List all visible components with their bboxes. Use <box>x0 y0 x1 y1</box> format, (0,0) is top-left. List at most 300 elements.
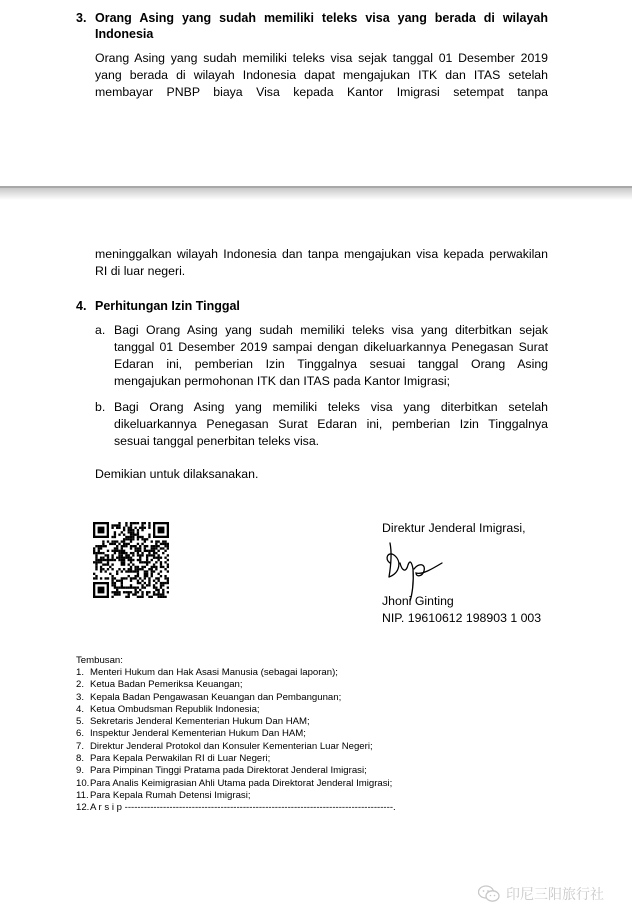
qr-module <box>102 543 104 545</box>
qr-module <box>123 591 125 593</box>
qr-module <box>105 545 107 547</box>
list-number: 8. <box>76 753 85 765</box>
section-4-number: 4. <box>76 299 87 313</box>
qr-module <box>160 557 162 559</box>
qr-module <box>125 538 127 540</box>
qr-module <box>153 552 155 554</box>
qr-module <box>167 545 169 547</box>
qr-module <box>134 586 136 588</box>
qr-module <box>98 559 100 561</box>
qr-module <box>128 531 130 533</box>
qr-module <box>98 545 100 547</box>
qr-module <box>146 575 148 577</box>
text-line: Bagi Orang Asing yang sudah memiliki teleks visa yang diterbitkan sejak <box>114 323 548 337</box>
list-number: 4. <box>76 703 85 715</box>
qr-module <box>121 580 123 582</box>
qr-module <box>123 552 125 554</box>
qr-module <box>100 547 102 549</box>
qr-module <box>105 570 107 572</box>
qr-module <box>123 561 125 563</box>
list-number: 10. <box>76 777 90 789</box>
qr-module <box>121 531 123 533</box>
list-item <box>76 704 456 716</box>
qr-module <box>146 561 148 563</box>
qr-module <box>132 577 134 579</box>
qr-module <box>116 524 118 526</box>
qr-module <box>114 591 116 593</box>
list-number: 5. <box>76 716 85 728</box>
qr-module <box>160 543 162 545</box>
qr-module <box>155 568 157 570</box>
qr-module <box>134 591 136 593</box>
qr-module <box>111 536 113 538</box>
qr-module <box>111 540 113 542</box>
qr-module <box>116 573 118 575</box>
qr-module <box>134 534 136 536</box>
qr-module <box>164 577 166 579</box>
qr-module <box>134 527 136 529</box>
qr-module <box>130 566 132 568</box>
qr-module <box>107 540 109 542</box>
qr-module <box>114 534 116 536</box>
qr-module <box>118 580 120 582</box>
list-text: A r s i p ------------------------------------------------------------------------------------. <box>90 802 396 814</box>
qr-module <box>132 570 134 572</box>
qr-module <box>148 534 150 536</box>
qr-module <box>137 586 139 588</box>
qr-module <box>130 570 132 572</box>
qr-module <box>105 559 107 561</box>
qr-module <box>137 566 139 568</box>
qr-module <box>125 557 127 559</box>
qr-module <box>123 559 125 561</box>
qr-module <box>144 573 146 575</box>
qr-module <box>128 557 130 559</box>
qr-module <box>130 540 132 542</box>
text-line: dikeluarkannya Penegasan Surat Edaran ini, pemberian Izin Tinggalnya <box>114 417 548 431</box>
qr-module <box>151 575 153 577</box>
qr-module <box>128 586 130 588</box>
qr-module <box>160 563 162 565</box>
qr-module <box>107 550 109 552</box>
qr-module <box>111 568 113 570</box>
qr-module <box>93 552 95 554</box>
qr-module <box>162 582 164 584</box>
list-text: Inspektur Jenderal Kementerian Hukum Dan HAM; <box>90 728 306 740</box>
signer-position: Direktur Jenderal Imigrasi, <box>382 521 526 535</box>
qr-module <box>157 557 159 559</box>
qr-module <box>95 557 97 559</box>
qr-module <box>130 557 132 559</box>
list-number: 11. <box>76 789 89 801</box>
qr-module <box>151 547 153 549</box>
qr-module <box>141 596 143 598</box>
qr-module <box>162 584 164 586</box>
qr-module <box>95 575 97 577</box>
qr-module <box>125 543 127 545</box>
qr-module <box>95 563 97 565</box>
qr-module <box>107 568 109 570</box>
qr-module <box>155 543 157 545</box>
qr-module <box>162 589 164 591</box>
qr-module <box>151 568 153 570</box>
qr-module <box>114 536 116 538</box>
list-text: Ketua Ombudsman Republik Indonesia; <box>90 703 260 715</box>
qr-module <box>137 573 139 575</box>
qr-module <box>164 568 166 570</box>
qr-module <box>130 586 132 588</box>
section-3-number: 3. <box>76 11 87 25</box>
qr-module <box>100 568 102 570</box>
qr-module <box>121 577 123 579</box>
list-number: 1. <box>76 667 85 678</box>
qr-module <box>123 527 125 529</box>
qr-module <box>111 527 113 529</box>
qr-module <box>153 563 155 565</box>
qr-module <box>116 545 118 547</box>
qr-module <box>148 524 150 526</box>
qr-module <box>164 540 166 542</box>
list-number: 12. <box>76 802 90 814</box>
qr-module <box>128 563 130 565</box>
qr-module <box>134 522 136 524</box>
qr-module <box>130 584 132 586</box>
qr-module <box>155 593 157 595</box>
qr-module <box>151 540 153 542</box>
qr-module <box>95 566 97 568</box>
qr-module <box>137 529 139 531</box>
qr-module <box>118 554 120 556</box>
qr-module <box>137 534 139 536</box>
qr-module <box>102 545 104 547</box>
qr-module <box>109 573 111 575</box>
qr-module <box>139 568 141 570</box>
qr-module <box>153 593 155 595</box>
qr-module <box>139 554 141 556</box>
qr-module <box>118 534 120 536</box>
qr-module <box>137 570 139 572</box>
qr-module <box>146 557 148 559</box>
qr-module <box>95 568 97 570</box>
qr-module <box>98 561 100 563</box>
qr-module <box>100 545 102 547</box>
list-item <box>76 802 456 814</box>
qr-module <box>141 552 143 554</box>
qr-module <box>128 570 130 572</box>
qr-module <box>123 568 125 570</box>
qr-module <box>151 545 153 547</box>
qr-module <box>128 596 130 598</box>
qr-module <box>151 596 153 598</box>
text-line: membayar PNBP biaya Visa kepada Kantor Imigrasi setempat tanpa <box>95 85 548 99</box>
qr-module <box>130 568 132 570</box>
wechat-icon <box>478 885 500 903</box>
qr-module <box>141 584 143 586</box>
qr-module <box>118 552 120 554</box>
qr-module <box>132 534 134 536</box>
qr-module <box>123 557 125 559</box>
qr-module <box>121 582 123 584</box>
qr-module <box>132 538 134 540</box>
qr-module <box>148 552 150 554</box>
qr-module <box>134 593 136 595</box>
qr-module <box>125 522 127 524</box>
qr-module <box>95 559 97 561</box>
qr-module <box>153 591 155 593</box>
qr-module <box>151 573 153 575</box>
section-4-title: Perhitungan Izin Tinggal <box>95 299 240 313</box>
qr-module <box>148 522 150 524</box>
qr-module <box>118 586 120 588</box>
qr-module <box>111 584 113 586</box>
qr-module <box>111 596 113 598</box>
qr-module <box>160 575 162 577</box>
qr-module <box>162 543 164 545</box>
qr-module <box>144 566 146 568</box>
qr-module <box>107 561 109 563</box>
qr-module <box>121 552 123 554</box>
qr-module <box>111 559 113 561</box>
section-3-title-line-1: Orang Asing yang sudah memiliki teleks visa yang berada di wilayah <box>95 11 548 25</box>
qr-module <box>116 593 118 595</box>
qr-module <box>157 593 159 595</box>
qr-module <box>155 566 157 568</box>
qr-module <box>114 559 116 561</box>
qr-module <box>148 577 150 579</box>
qr-module <box>144 570 146 572</box>
tembusan-title: Tembusan: <box>76 655 123 666</box>
qr-module <box>141 580 143 582</box>
qr-module <box>93 573 95 575</box>
list-number: 2. <box>76 679 85 691</box>
qr-module <box>144 582 146 584</box>
list-text: Kepala Badan Pengawasan Keuangan dan Pembangunan; <box>90 691 342 703</box>
qr-module <box>167 563 169 565</box>
qr-module <box>111 557 113 559</box>
qr-module <box>123 538 125 540</box>
qr-module <box>141 561 143 563</box>
qr-module <box>137 522 139 524</box>
qr-module <box>123 534 125 536</box>
tembusan-list <box>76 667 456 815</box>
qr-module <box>93 577 95 579</box>
qr-module <box>128 529 130 531</box>
qr-module <box>116 580 118 582</box>
qr-module <box>144 545 146 547</box>
qr-module <box>157 577 159 579</box>
qr-module <box>139 559 141 561</box>
text-line: Edaran ini, pemberian Izin Tinggalnya sesuai tanggal Orang Asing <box>114 357 548 371</box>
qr-module <box>93 550 95 552</box>
qr-module <box>134 545 136 547</box>
qr-module <box>114 586 116 588</box>
qr-module <box>125 552 127 554</box>
qr-module <box>146 573 148 575</box>
section-3-continuation <box>95 246 548 280</box>
list-item <box>76 753 456 765</box>
qr-module <box>121 550 123 552</box>
qr-module <box>160 596 162 598</box>
qr-module <box>123 545 125 547</box>
qr-module <box>98 552 100 554</box>
qr-module <box>125 554 127 556</box>
qr-module <box>162 552 164 554</box>
qr-module <box>167 586 169 588</box>
list-item-b <box>95 399 548 450</box>
qr-module <box>153 550 155 552</box>
qr-module <box>141 593 143 595</box>
qr-module <box>132 536 134 538</box>
qr-module <box>137 552 139 554</box>
qr-module <box>148 536 150 538</box>
qr-module <box>153 584 155 586</box>
qr-module <box>95 577 97 579</box>
qr-module <box>155 586 157 588</box>
qr-module <box>111 575 113 577</box>
qr-module <box>167 577 169 579</box>
qr-module <box>95 554 97 556</box>
qr-module <box>109 559 111 561</box>
qr-module <box>144 561 146 563</box>
qr-module <box>128 593 130 595</box>
qr-module <box>130 522 132 524</box>
qr-module <box>98 550 100 552</box>
qr-module <box>148 561 150 563</box>
qr-module <box>111 554 113 556</box>
list-text: Para Kepala Rumah Detensi Imigrasi; <box>90 789 251 801</box>
qr-module <box>137 596 139 598</box>
list-item <box>76 765 456 777</box>
qr-module <box>157 573 159 575</box>
qr-module <box>167 554 169 556</box>
qr-module <box>111 543 113 545</box>
qr-module <box>151 559 153 561</box>
list-item <box>76 679 456 691</box>
qr-module <box>148 582 150 584</box>
qr-module <box>148 527 150 529</box>
qr-module <box>167 543 169 545</box>
qr-module <box>130 580 132 582</box>
list-item <box>76 667 456 679</box>
qr-module <box>167 591 169 593</box>
qr-module <box>116 570 118 572</box>
qr-module <box>141 568 143 570</box>
qr-module <box>121 563 123 565</box>
text-line: meninggalkan wilayah Indonesia dan tanpa mengajukan visa kepada perwakilan <box>95 247 548 261</box>
qr-module <box>160 593 162 595</box>
qr-module <box>125 570 127 572</box>
qr-module <box>130 534 132 536</box>
qr-module <box>114 543 116 545</box>
qr-module <box>102 557 104 559</box>
qr-module <box>95 561 97 563</box>
qr-module <box>121 586 123 588</box>
qr-module <box>102 552 104 554</box>
qr-module <box>105 554 107 556</box>
qr-module <box>128 527 130 529</box>
qr-module <box>137 550 139 552</box>
qr-module <box>153 545 155 547</box>
qr-module <box>137 538 139 540</box>
qr-module <box>130 531 132 533</box>
qr-module <box>164 550 166 552</box>
qr-module <box>146 559 148 561</box>
qr-module <box>105 563 107 565</box>
qr-module <box>139 547 141 549</box>
qr-module <box>144 540 146 542</box>
qr-module <box>116 586 118 588</box>
qr-module <box>116 527 118 529</box>
qr-module <box>111 582 113 584</box>
qr-module <box>164 561 166 563</box>
qr-module <box>164 575 166 577</box>
qr-module <box>100 577 102 579</box>
signer-name: Jhoni Ginting <box>382 594 454 608</box>
qr-module <box>102 568 104 570</box>
qr-module <box>114 582 116 584</box>
qr-module <box>118 524 120 526</box>
qr-module <box>155 557 157 559</box>
qr-module <box>118 550 120 552</box>
qr-module <box>100 561 102 563</box>
qr-module <box>121 547 123 549</box>
qr-module <box>153 566 155 568</box>
qr-module <box>137 531 139 533</box>
qr-module <box>157 589 159 591</box>
qr-module <box>157 554 159 556</box>
qr-module <box>130 536 132 538</box>
qr-module <box>107 557 109 559</box>
qr-module <box>121 559 123 561</box>
qr-module <box>107 554 109 556</box>
qr-module <box>139 561 141 563</box>
qr-module <box>160 566 162 568</box>
qr-module <box>132 554 134 556</box>
qr-module <box>139 545 141 547</box>
qr-module <box>137 575 139 577</box>
qr-module <box>164 557 166 559</box>
qr-module <box>121 584 123 586</box>
qr-module <box>153 586 155 588</box>
qr-module <box>141 543 143 545</box>
qr-module <box>128 543 130 545</box>
qr-module <box>146 591 148 593</box>
qr-module <box>153 570 155 572</box>
list-item <box>76 716 456 728</box>
text-line: Orang Asing yang sudah memiliki teleks visa sejak tanggal 01 Desember 2019 <box>95 51 548 65</box>
qr-module <box>137 547 139 549</box>
qr-module <box>132 563 134 565</box>
list-item <box>76 728 456 740</box>
qr-module <box>162 596 164 598</box>
qr-module <box>114 584 116 586</box>
qr-module <box>107 559 109 561</box>
qr-module <box>128 575 130 577</box>
qr-module <box>157 591 159 593</box>
qr-module <box>128 536 130 538</box>
qr-module <box>162 566 164 568</box>
qr-module <box>157 596 159 598</box>
qr-module <box>139 550 141 552</box>
section-3-title-line-2: Indonesia <box>95 27 154 41</box>
qr-module <box>116 591 118 593</box>
qr-module <box>93 547 95 549</box>
qr-module <box>125 591 127 593</box>
qr-module <box>144 577 146 579</box>
qr-module <box>164 596 166 598</box>
qr-module <box>160 547 162 549</box>
list-number: 7. <box>76 740 85 752</box>
